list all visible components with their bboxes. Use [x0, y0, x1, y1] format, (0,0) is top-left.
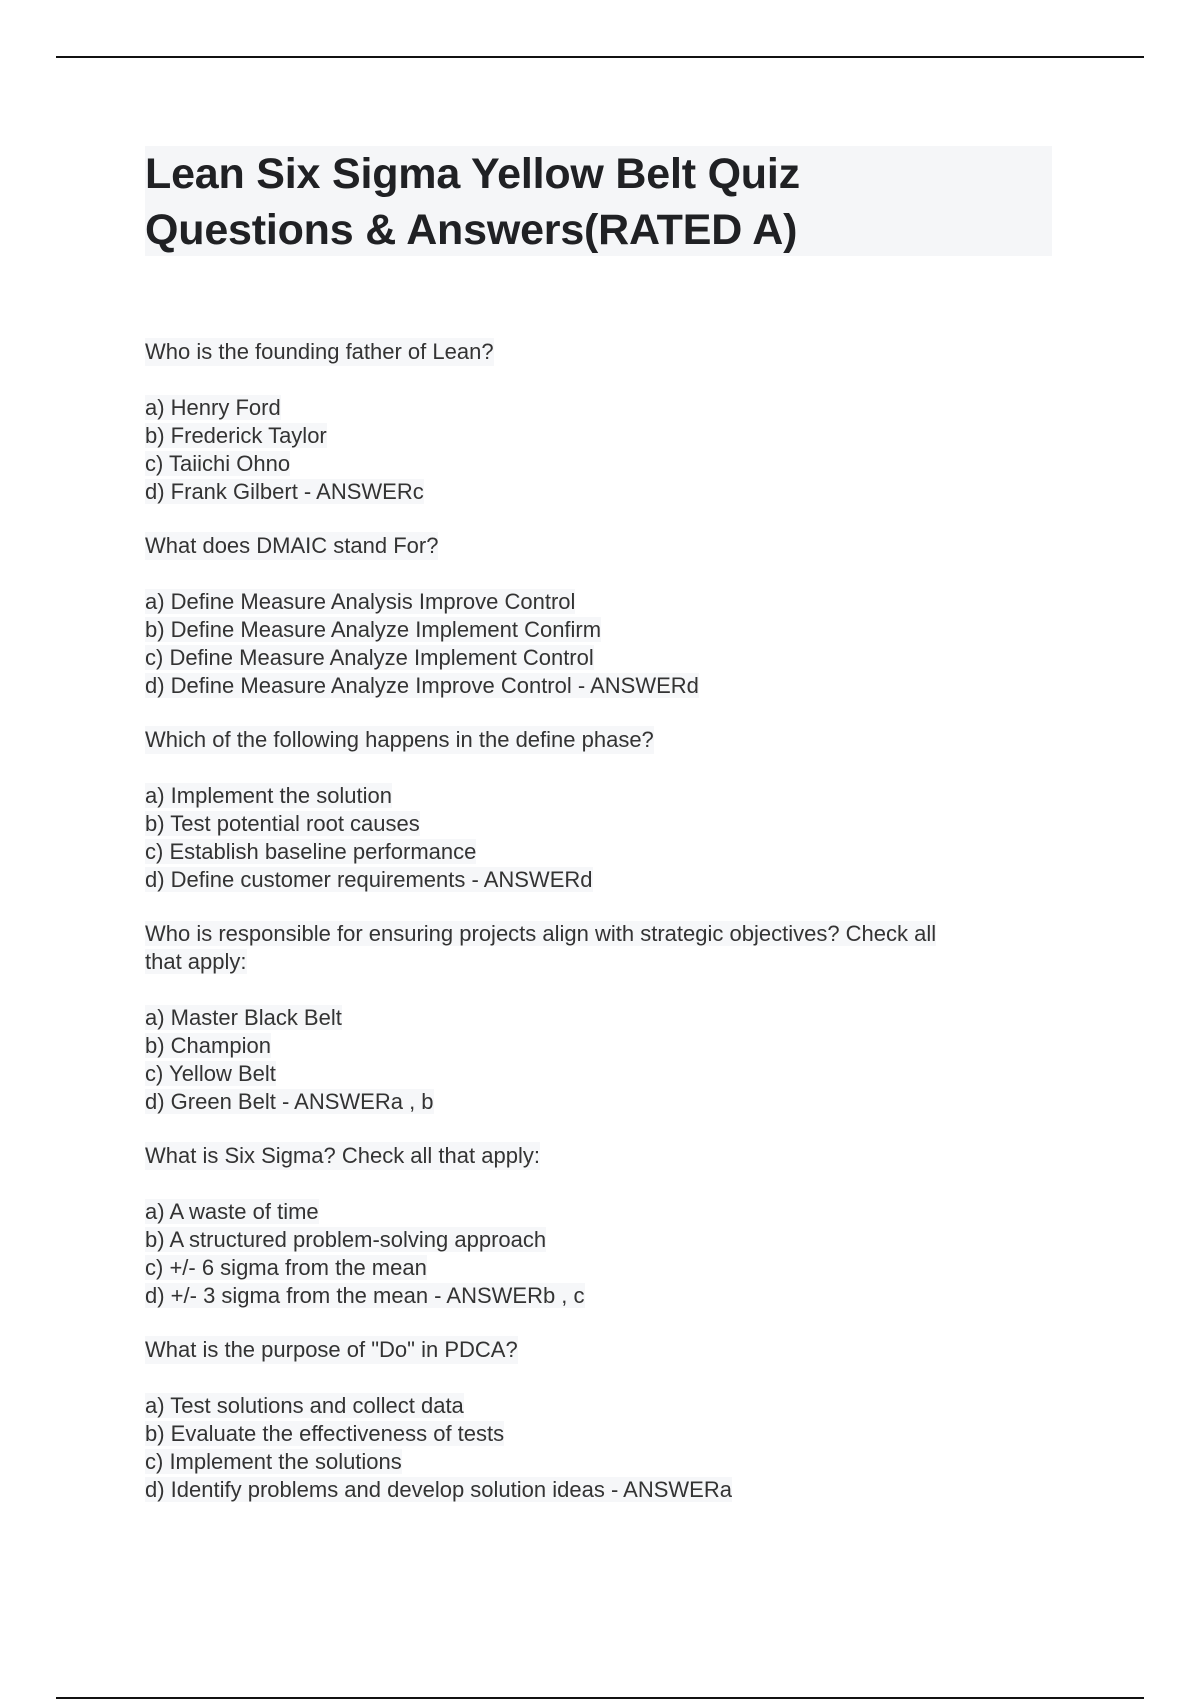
title-line-1: Lean Six Sigma Yellow Belt Quiz — [145, 150, 800, 198]
options-list — [145, 1198, 1045, 1310]
question-text: Who is the founding father of Lean? — [145, 339, 494, 364]
options-list — [145, 1392, 1045, 1504]
question-text: What does DMAIC stand For? — [145, 533, 439, 558]
options-list — [145, 1004, 1045, 1116]
title-line-2: Questions & Answers(RATED A) — [145, 206, 798, 254]
question-text: Which of the following happens in the define phase? — [145, 727, 654, 752]
question-item-5 — [145, 1142, 1045, 1310]
bottom-rule — [56, 1697, 1144, 1699]
option-d: d) Identify problems and develop solution ideas - ANSWERa — [145, 1477, 732, 1502]
option-d-answer: d) +/- 3 sigma from the mean - ANSWERb , c — [145, 1283, 585, 1308]
option-b: b) Frederick Taylor — [145, 423, 327, 448]
option-b: b) Test potential root causes — [145, 811, 420, 836]
options-list — [145, 394, 1045, 506]
option-c: c) Implement the solutions — [145, 1449, 402, 1474]
option-c: c) Establish baseline performance — [145, 839, 477, 864]
question-text-line-2: that apply: — [145, 949, 247, 974]
option-c: c) Define Measure Analyze Implement Control — [145, 645, 594, 670]
option-a: a) Master Black Belt — [145, 1005, 342, 1030]
title-block — [145, 146, 1052, 256]
quiz-content — [145, 338, 1045, 1530]
options-list — [145, 782, 1045, 894]
top-rule — [56, 56, 1144, 58]
option-a: a) A waste of time — [145, 1199, 319, 1224]
option-a: a) Implement the solution — [145, 783, 393, 808]
document-title — [145, 146, 1052, 258]
question-text — [145, 920, 1045, 976]
question-item-3 — [145, 726, 1045, 894]
question-item-2 — [145, 532, 1045, 700]
option-c: c) Yellow Belt — [145, 1061, 276, 1086]
question-item-1 — [145, 338, 1045, 506]
option-b: b) Define Measure Analyze Implement Confirm — [145, 617, 602, 642]
option-b: b) Champion — [145, 1033, 271, 1058]
question-item-6 — [145, 1336, 1045, 1504]
option-d-answer: d) Green Belt - ANSWERa , b — [145, 1089, 434, 1114]
option-a: a) Define Measure Analysis Improve Control — [145, 589, 576, 614]
question-item-4 — [145, 920, 1045, 1116]
options-list — [145, 588, 1045, 700]
option-d-answer: d) Define Measure Analyze Improve Control - ANSWERd — [145, 673, 699, 698]
option-c: c) +/- 6 sigma from the mean — [145, 1255, 427, 1280]
option-a: a) Henry Ford — [145, 395, 281, 420]
option-b: b) A structured problem-solving approach — [145, 1227, 547, 1252]
option-c: c) Taiichi Ohno — [145, 451, 291, 476]
option-a-answer: a) Test solutions and collect data — [145, 1393, 464, 1418]
option-b: b) Evaluate the effectiveness of tests — [145, 1421, 505, 1446]
option-d-answer: d) Define customer requirements - ANSWERd — [145, 867, 593, 892]
option-d-answer: d) Frank Gilbert - ANSWERc — [145, 479, 424, 504]
question-text: What is the purpose of "Do" in PDCA? — [145, 1337, 518, 1362]
question-text: What is Six Sigma? Check all that apply: — [145, 1143, 540, 1168]
question-text-line-1: Who is responsible for ensuring projects align with strategic objectives? Check all — [145, 921, 937, 946]
